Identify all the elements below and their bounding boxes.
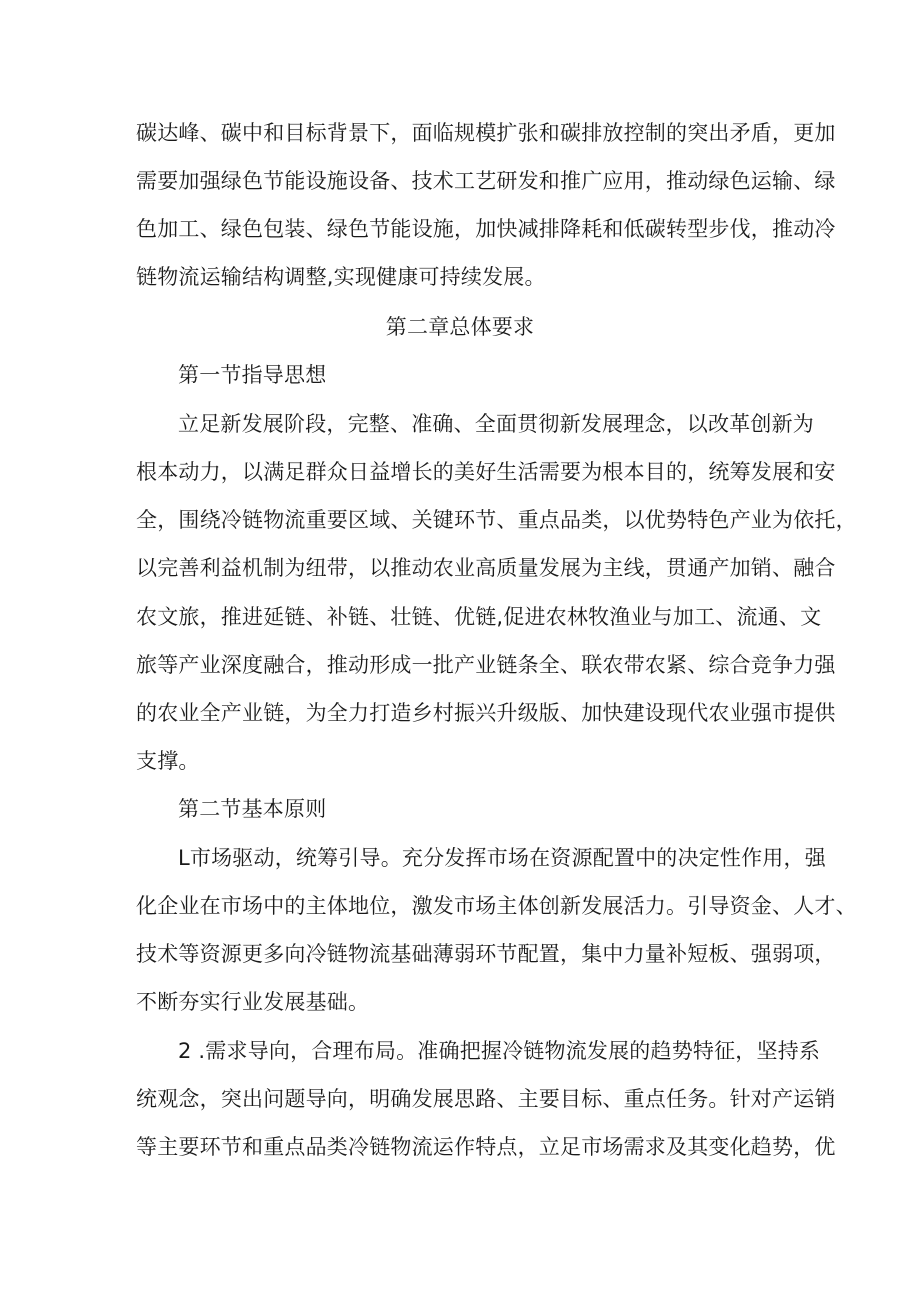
section2-title: 第二节基本原则	[178, 797, 327, 821]
principle1-line: 不断夯实行业发展基础。	[136, 990, 370, 1014]
intro-line: 碳达峰、碳中和目标背景下，面临规模扩张和碳排放控制的突出矛盾，更加	[136, 121, 836, 145]
intro-line: 色加工、绿色包装、绿色节能设施，加快减排降耗和低碳转型步伐，推动冷	[136, 217, 836, 241]
section1-line: 农文旅，推进延链、补链、壮链、优链,促进农林牧渔业与加工、流通、文	[136, 605, 822, 629]
section1-line: 立足新发展阶段，完整、准确、全面贯彻新发展理念，以改革创新为	[178, 412, 814, 436]
section1-line: 的农业全产业链，为全力打造乡村振兴升级版、加快建设现代农业强市提供	[136, 701, 836, 725]
section1-line: 全，围绕冷链物流重要区域、关键环节、重点品类，以优势特色产业为依托，	[136, 508, 857, 532]
principle2-line: 统观念，突出问题导向，明确发展思路、主要目标、重点任务。针对产运销	[136, 1087, 836, 1111]
section1-line: 旅等产业深度融合，推动形成一批产业链条全、联农带农紧、综合竞争力强	[136, 653, 836, 677]
section1-line: 支撑。	[136, 749, 200, 773]
intro-line: 需要加强绿色节能设施设备、技术工艺研发和推广应用，推动绿色运输、绿	[136, 169, 836, 193]
chapter-title: 第二章总体要求	[385, 315, 535, 339]
section1-line: 以完善利益机制为纽带，以推动农业高质量发展为主线，贯通产加销、融合	[136, 556, 836, 580]
section1-title: 第一节指导思想	[178, 363, 327, 387]
intro-line: 链物流运输结构调整,实现健康可持续发展。	[136, 265, 546, 289]
principle2-line: 等主要环节和重点品类冷链物流运作特点，立足市场需求及其变化趋势，优	[136, 1135, 836, 1159]
section1-line: 根本动力，以满足群众日益增长的美好生活需要为根本目的，统筹发展和安	[136, 460, 836, 484]
principle1-line: 化企业在市场中的主体地位，激发市场主体创新发展活力。引导资金、人才、	[136, 894, 857, 918]
principle2-line: 2 .需求导向，合理布局。准确把握冷链物流发展的趋势特征，坚持系	[178, 1039, 821, 1063]
principle1-line: L市场驱动，统筹引导。充分发挥市场在资源配置中的决定性作用，强	[178, 846, 826, 870]
principle1-line: 技术等资源更多向冷链物流基础薄弱环节配置，集中力量补短板、强弱项，	[136, 942, 836, 966]
